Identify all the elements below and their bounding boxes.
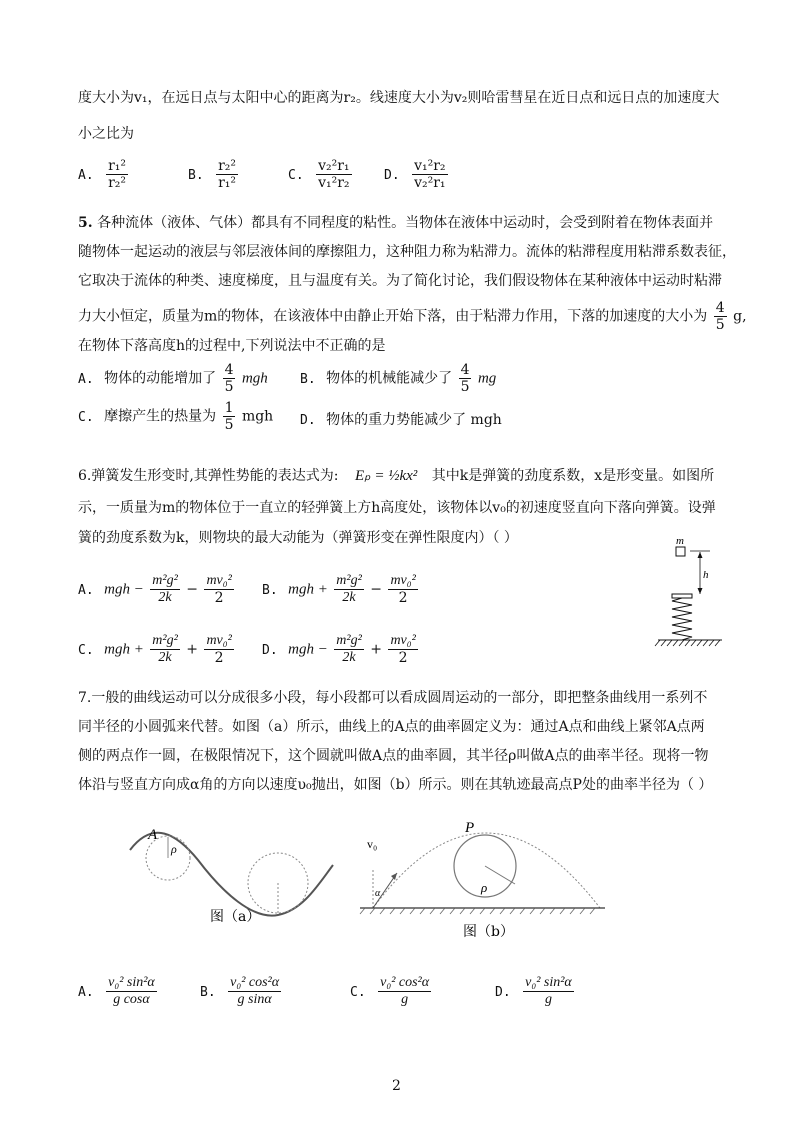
rho-label-p: ρ — [481, 880, 488, 895]
ground-hatching-b — [360, 908, 595, 914]
frac-den: g — [544, 992, 552, 1007]
frac-num: mv₀² — [390, 633, 416, 648]
option-label: C. — [350, 984, 366, 1000]
frac-num: 4 — [715, 300, 725, 316]
q5-option-b — [300, 362, 496, 395]
frac-num: m²g² — [336, 633, 362, 648]
frac-den: r₁² — [218, 175, 237, 191]
q5-option-d — [300, 410, 502, 431]
frac-num: v₀² sin²α — [525, 975, 572, 990]
q6-option-d — [262, 633, 420, 666]
q7-line4: 体沿与竖直方向成α角的方向以速度υ₀抛出，如图（b）所示。则在其轨迹最高点P处的曲率半径为（ ） — [78, 777, 713, 793]
frac-den: 2 — [214, 590, 224, 606]
q4-option-a — [78, 158, 130, 191]
q5-text: 力大小恒定，质量为m的物体，在该液体中由静止开始下落，由于粘滞力作用，下落的加速度的大小为 — [78, 308, 708, 325]
q7-line1 — [78, 688, 707, 708]
frac-num: 4 — [460, 362, 470, 378]
q5-text: 各种流体（液体、气体）都具有不同程度的粘性。当物体在液体中运动时，会受到附着在物体表面并 — [97, 215, 714, 231]
frac-num: r₂² — [218, 158, 237, 174]
ground-hatching — [655, 640, 720, 646]
frac-den: 2 — [214, 650, 224, 666]
alpha-label: α — [375, 888, 381, 899]
frac-num: v₂²r₁ — [318, 158, 350, 174]
q5-line1 — [78, 213, 713, 233]
q7-option-a — [78, 975, 159, 1008]
option-term: mgh + — [104, 641, 144, 658]
option-label: B. — [300, 371, 316, 387]
q4-option-b — [188, 158, 240, 191]
frac-den: 2k — [342, 650, 356, 665]
q5-line3: 它取决于流体的种类、速度梯度，且与温度有关。为了简化讨论，我们假设物体在某种液体中运动时粘滞 — [78, 273, 722, 289]
option-label: B. — [188, 167, 204, 183]
q5-line2: 随物体一起运动的液层与邻层液体间的摩擦阻力，这种阻力称为粘滞力。流体的粘滞程度用粘滞系数表征， — [78, 244, 736, 260]
point-a-label: A — [148, 827, 158, 843]
option-text: 物体的机械能减少了 — [326, 370, 453, 387]
option-label: A. — [78, 371, 94, 387]
q6-option-a — [78, 573, 236, 606]
q5-option-c — [78, 400, 273, 433]
q6-text: 弹簧发生形变时,其弹性势能的表达式为: — [91, 468, 339, 484]
option-term: mgh + — [288, 581, 328, 598]
point-p-label: P — [465, 820, 475, 836]
option-text: mgh — [241, 408, 274, 425]
q4-text-line2: 小之比为 — [78, 126, 134, 142]
frac-num: m²g² — [152, 633, 178, 648]
frac-den: 2k — [158, 650, 172, 665]
option-term: mgh − — [288, 641, 328, 658]
frac-num: v₀² cos²α — [380, 975, 430, 990]
option-label: A. — [78, 984, 94, 1000]
option-operator: − — [370, 581, 382, 598]
spring-figure — [650, 530, 730, 655]
frac-num: 1 — [224, 400, 234, 416]
q5-line4 — [78, 300, 747, 333]
frac-num: m²g² — [336, 573, 362, 588]
curvature-figure-a — [128, 825, 343, 935]
option-label: D. — [300, 413, 316, 428]
frac-den: v₁²r₂ — [318, 175, 350, 191]
question-number: 5. — [78, 215, 93, 231]
frac-den: 2 — [398, 590, 408, 606]
question-number: 6. — [78, 468, 92, 484]
q6-text: 其中k是弹簧的劲度系数，x是形变量。如图所 — [431, 468, 715, 484]
spring — [672, 594, 692, 640]
frac-den: 5 — [224, 379, 234, 395]
rho-label-a: ρ — [171, 842, 177, 856]
option-operator: + — [186, 641, 198, 658]
q7-line3: 侧的两点作一圆，在极限情况下，这个圆就叫做A点的曲率圆，其半径ρ叫做A点的曲率半径。现将一物 — [78, 748, 709, 764]
height-arrow-head-bottom — [698, 588, 703, 594]
height-arrow-head-top — [698, 552, 703, 558]
option-operator: − — [186, 581, 198, 598]
q7-text: 一般的曲线运动可以分成很多小段，每小段都可以看成圆周运动的一部分，即把整条曲线用一系列不 — [91, 690, 708, 706]
frac-den: g sinα — [237, 992, 272, 1007]
frac-den: 5 — [224, 417, 234, 433]
frac-den: g — [401, 992, 409, 1007]
frac-num: v₁²r₂ — [414, 158, 446, 174]
v0-label: v₀ — [367, 837, 378, 851]
option-label: C. — [288, 167, 304, 183]
frac-den: 2k — [342, 590, 356, 605]
question-number: 7. — [78, 690, 92, 706]
q5-text: g, — [733, 308, 747, 325]
frac-num: v₀² cos²α — [230, 975, 280, 990]
frac-num: 4 — [224, 362, 234, 378]
frac-den: 2 — [398, 650, 408, 666]
option-label: D. — [262, 642, 278, 658]
option-operator: + — [370, 641, 382, 658]
option-text: 物体的重力势能减少了 mgh — [326, 412, 502, 428]
q7-option-d — [495, 975, 576, 1008]
option-label: A. — [78, 582, 94, 598]
frac-num: mv₀² — [390, 573, 416, 588]
spring-figure-m-label: m — [676, 535, 684, 547]
q7-line2: 同半径的小圆弧来代替。如图（a）所示，曲线上的A点的曲率圆定义为：通过A点和曲线上紧邻A点两 — [78, 719, 705, 735]
q4-option-c — [288, 158, 354, 191]
q7-option-c — [350, 975, 433, 1008]
elastic-energy-formula: Eₚ = ½kx² — [354, 468, 418, 484]
frac-num: m²g² — [152, 573, 178, 588]
frac-num: r₁² — [108, 158, 127, 174]
option-text: 摩擦产生的热量为 — [104, 408, 217, 425]
option-label: A. — [78, 167, 94, 183]
q6-line3: 簧的劲度系数为k，则物块的最大动能为（弹簧形变在弹性限度内）（ ） — [78, 530, 518, 546]
spring-figure-h-label: h — [703, 569, 709, 581]
mass-block — [676, 547, 685, 556]
option-label: D. — [495, 984, 511, 1000]
q6-option-c — [78, 633, 236, 666]
q6-line2: 示，一质量为m的物体位于一直立的轻弹簧上方h高度处，该物体以v₀的初速度竖直向下落向弹簧。设弹 — [78, 500, 716, 516]
q4-option-d — [384, 158, 450, 191]
q7-option-b — [200, 975, 283, 1008]
option-text: mgh — [241, 370, 268, 387]
frac-num: v₀² sin²α — [108, 975, 155, 990]
frac-num: mv₀² — [206, 633, 232, 648]
q6-line1 — [78, 466, 714, 486]
frac-den: 2k — [158, 590, 172, 605]
frac-den: g cosα — [113, 992, 150, 1007]
radius-line-p — [485, 866, 515, 884]
option-label: B. — [200, 984, 216, 1000]
curvature-figure-b — [355, 818, 615, 948]
curve-path — [130, 833, 333, 916]
frac-den: v₂²r₁ — [414, 175, 446, 191]
option-label: D. — [384, 167, 400, 183]
figure-a-caption: 图（a） — [210, 909, 261, 925]
figure-b-caption: 图（b） — [463, 924, 514, 940]
velocity-arrowhead — [391, 873, 397, 880]
q5-option-a — [78, 362, 268, 395]
option-label: C. — [78, 409, 94, 425]
frac-den: 5 — [715, 317, 725, 333]
frac-num: mv₀² — [206, 573, 232, 588]
frac-den: r₂² — [108, 175, 127, 191]
frac-den: 5 — [460, 379, 470, 395]
option-text: 物体的动能增加了 — [104, 370, 217, 387]
option-label: B. — [262, 582, 278, 598]
page-number: 2 — [392, 1078, 401, 1094]
option-label: C. — [78, 642, 94, 658]
option-text: mg — [477, 370, 497, 387]
option-term: mgh − — [104, 581, 144, 598]
q6-option-b — [262, 573, 420, 606]
q5-line5: 在物体下落高度h的过程中,下列说法中不正确的是 — [78, 338, 386, 354]
q4-text-line1: 度大小为v₁，在远日点与太阳中心的距离为r₂。线速度大小为v₂则哈雷彗星在近日点和远日点的加速度大 — [78, 90, 720, 106]
